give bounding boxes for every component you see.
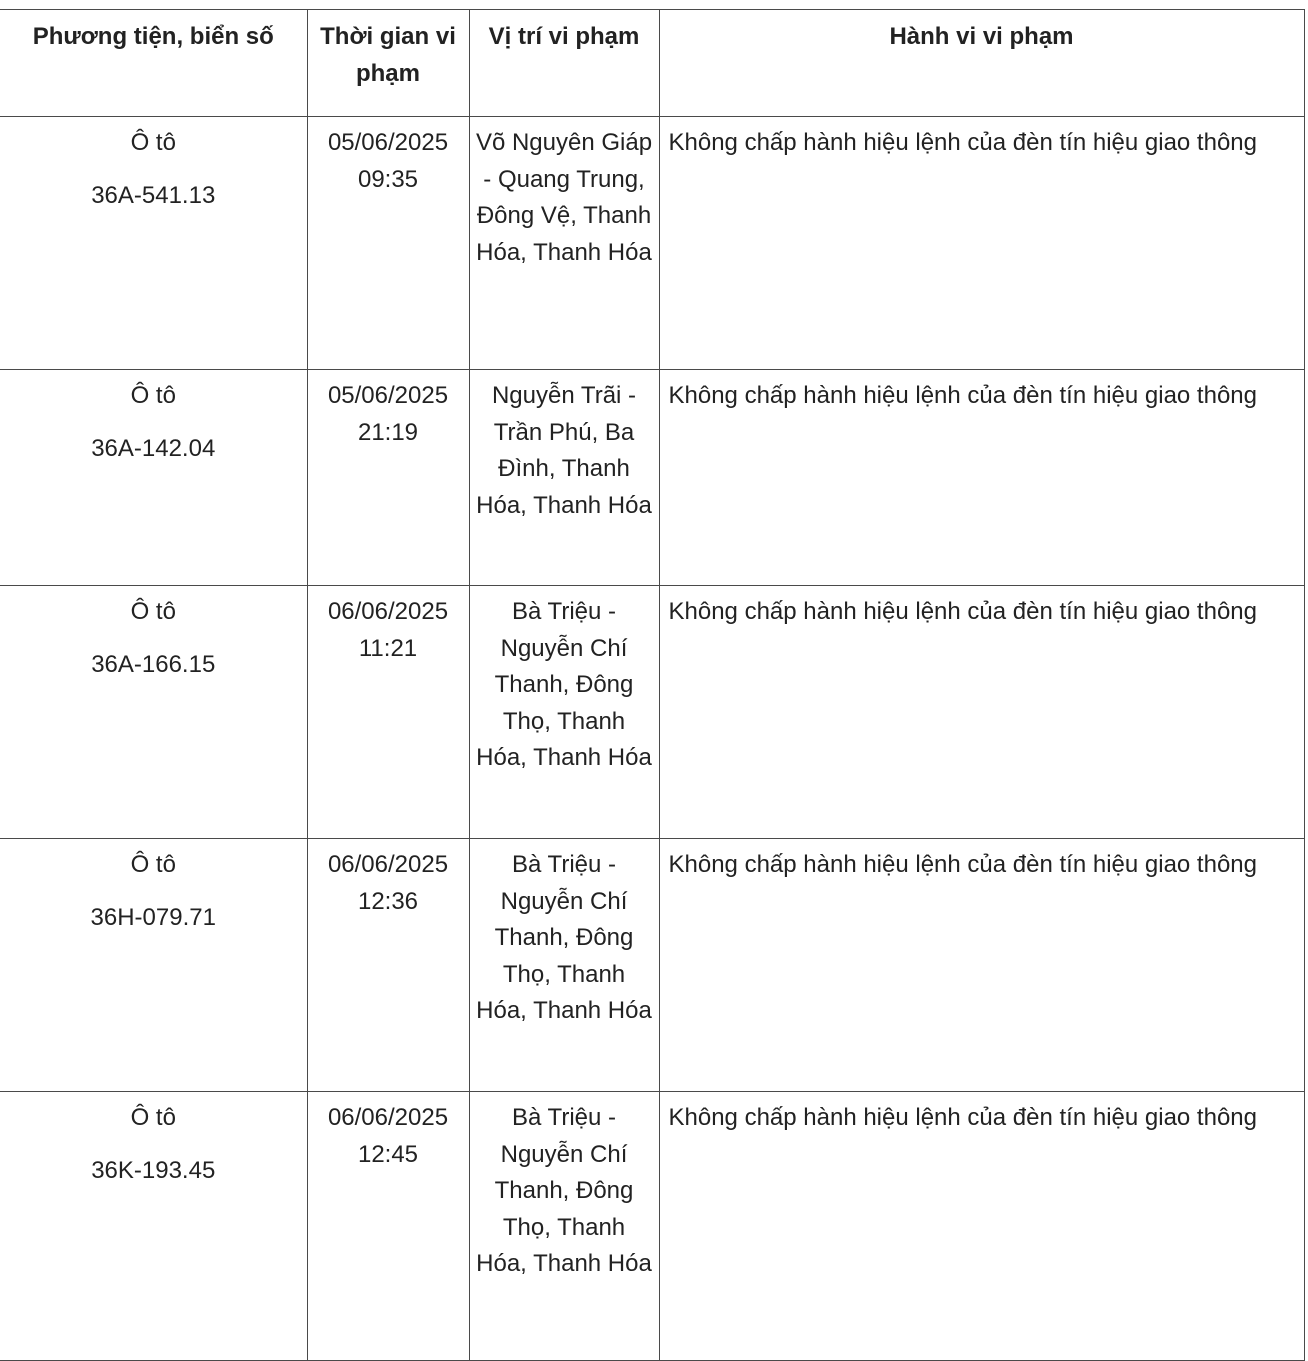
location-cell: Bà Triệu - Nguyễn Chí Thanh, Đông Thọ, Thanh Hóa, Thanh Hóa [469, 839, 659, 1092]
time-cell [307, 1092, 469, 1361]
license-plate: 36A-166.15 [91, 650, 216, 678]
violation-date: 06/06/2025 [327, 598, 449, 625]
time-cell [307, 370, 469, 586]
violation-time: 09:35 [357, 165, 419, 193]
behavior-cell: Không chấp hành hiệu lệnh của đèn tín hiệu giao thông [659, 1092, 1304, 1361]
header-vehicle: Phương tiện, biển số [0, 10, 307, 117]
table-row [0, 1092, 1304, 1361]
violations-table-wrapper [0, 9, 1304, 1361]
location-cell: Võ Nguyên Giáp - Quang Trung, Đông Vệ, Thanh Hóa, Thanh Hóa [469, 117, 659, 370]
license-plate: 36A-541.13 [91, 181, 216, 209]
violation-date: 05/06/2025 [327, 129, 449, 156]
vehicle-type: Ô tô [130, 1104, 176, 1131]
time-cell [307, 586, 469, 839]
violation-time: 21:19 [357, 418, 419, 446]
behavior-cell: Không chấp hành hiệu lệnh của đèn tín hiệu giao thông [659, 839, 1304, 1092]
location-cell: Bà Triệu - Nguyễn Chí Thanh, Đông Thọ, Thanh Hóa, Thanh Hóa [469, 586, 659, 839]
vehicle-cell [0, 1092, 307, 1361]
vehicle-cell [0, 839, 307, 1092]
violations-table [0, 9, 1305, 1361]
table-row [0, 370, 1304, 586]
vehicle-cell [0, 370, 307, 586]
table-row [0, 117, 1304, 370]
location-cell: Bà Triệu - Nguyễn Chí Thanh, Đông Thọ, Thanh Hóa, Thanh Hóa [469, 1092, 659, 1361]
table-row [0, 839, 1304, 1092]
violation-date: 06/06/2025 [327, 1104, 449, 1131]
table-header-row [0, 10, 1304, 117]
vehicle-type: Ô tô [130, 598, 176, 625]
vehicle-type: Ô tô [130, 851, 176, 878]
violation-time: 12:45 [357, 1140, 419, 1168]
vehicle-cell [0, 117, 307, 370]
behavior-cell: Không chấp hành hiệu lệnh của đèn tín hiệu giao thông [659, 117, 1304, 370]
violation-time: 11:21 [358, 634, 418, 662]
violation-date: 05/06/2025 [327, 382, 449, 409]
license-plate: 36A-142.04 [91, 434, 216, 462]
behavior-cell: Không chấp hành hiệu lệnh của đèn tín hiệu giao thông [659, 370, 1304, 586]
header-behavior: Hành vi vi phạm [659, 10, 1304, 117]
vehicle-cell [0, 586, 307, 839]
license-plate: 36H-079.71 [90, 903, 216, 931]
vehicle-type: Ô tô [130, 129, 176, 156]
table-row [0, 586, 1304, 839]
license-plate: 36K-193.45 [91, 1156, 216, 1184]
violation-time: 12:36 [357, 887, 419, 915]
violation-date: 06/06/2025 [327, 851, 449, 878]
header-time: Thời gian vi phạm [307, 10, 469, 117]
time-cell [307, 117, 469, 370]
time-cell [307, 839, 469, 1092]
behavior-cell: Không chấp hành hiệu lệnh của đèn tín hiệu giao thông [659, 586, 1304, 839]
location-cell: Nguyễn Trãi - Trần Phú, Ba Đình, Thanh Hóa, Thanh Hóa [469, 370, 659, 586]
vehicle-type: Ô tô [130, 382, 176, 409]
header-location: Vị trí vi phạm [469, 10, 659, 117]
